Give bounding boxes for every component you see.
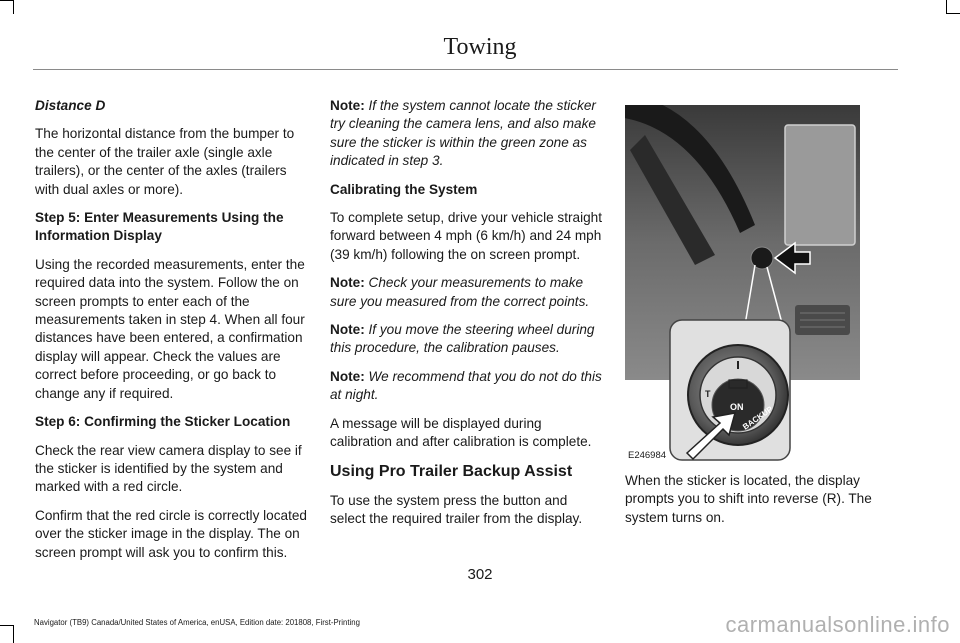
column-middle xyxy=(330,97,602,538)
calibrating-text: To complete setup, drive your vehicle straight forward between 4 mph (6 km/h) and 24 mph (39 km/h) following the on screen prompt. xyxy=(330,210,603,262)
note-2-text: Check your measurements to make sure you measured from the correct points. xyxy=(330,275,590,309)
crop-mark-top-left-v xyxy=(13,0,14,14)
step6-heading: Step 6: Confirming the Sticker Location xyxy=(35,414,291,430)
step5-heading: Step 5: Enter Measurements Using the Information Display xyxy=(35,210,284,244)
step6-text-2: Confirm that the red circle is correctly located over the sticker image in the display. The on screen prompt will ask you to confirm this. xyxy=(35,507,307,560)
note-3-text: If you move the steering wheel during this procedure, the calibration pauses. xyxy=(330,322,595,356)
footer-text: Navigator (TB9) Canada/United States of America, enUSA, Edition date: 201808, First-Printing xyxy=(34,618,360,627)
center-display-screen xyxy=(785,125,855,245)
column-left xyxy=(35,97,307,572)
calibrating-heading: Calibrating the System xyxy=(330,181,478,197)
crop-mark-top-right-h xyxy=(946,13,960,14)
note-1 xyxy=(330,97,602,171)
dashboard-illustration xyxy=(625,105,860,465)
crop-mark-bottom-left-v xyxy=(13,625,14,643)
knob-top-label: T xyxy=(705,389,711,399)
section-text: To use the system press the button and select the required trailer from the display. xyxy=(330,492,583,526)
crop-mark-top-left-h xyxy=(0,0,14,1)
step6-text-1: Check the rear view camera display to see if the sticker is identified by the system and marked with a red circle. xyxy=(35,442,302,495)
page-number: 302 xyxy=(467,566,493,583)
message-text: A message will be displayed during calibration and after calibration is complete. xyxy=(330,415,592,450)
watermark: carmanualsonline.info xyxy=(725,612,950,637)
note-label: Note: xyxy=(330,275,365,291)
knob-backup-label: BACKUP xyxy=(741,404,775,432)
step5-text: Using the recorded measurements, enter the required data into the system. Follow the on screen prompts to enter each of the measurements taken in step 4. When all four distances have been entered, a confirmation display will appear. Check the values are correct before proceeding, or go back to change any if required. xyxy=(35,256,305,401)
note-label: Note: xyxy=(330,368,365,384)
crop-mark-top-right-v xyxy=(946,0,947,14)
note-4-text: We recommend that you do not do this at night. xyxy=(330,368,602,403)
section-heading: Using Pro Trailer Backup Assist xyxy=(330,462,573,480)
crop-mark-bottom-left-h xyxy=(0,625,14,626)
note-1-text: If the system cannot locate the sticker try cleaning the camera lens, and also make sure the sticker is within the green zone as indicated in step 3. xyxy=(330,98,596,169)
note-2 xyxy=(330,274,602,311)
knob-on-label: ON xyxy=(730,402,744,412)
page-title: Towing xyxy=(443,34,517,60)
note-4 xyxy=(330,368,602,405)
note-3 xyxy=(330,321,602,358)
note-label: Note: xyxy=(330,322,365,338)
figure-code: E246984 xyxy=(628,450,667,461)
sticker-located-text: When the sticker is located, the display prompts you to shift into reverse (R). The system turns on. xyxy=(625,473,872,525)
header-divider xyxy=(33,69,898,70)
distance-d-text: The horizontal distance from the bumper to the center of the trailer axle (single axle trailers), or the center of the axles (trailers with dual axles or more). xyxy=(35,126,295,197)
note-label: Note: xyxy=(330,98,365,113)
distance-d-heading: Distance D xyxy=(35,98,106,113)
column-right xyxy=(625,472,897,537)
